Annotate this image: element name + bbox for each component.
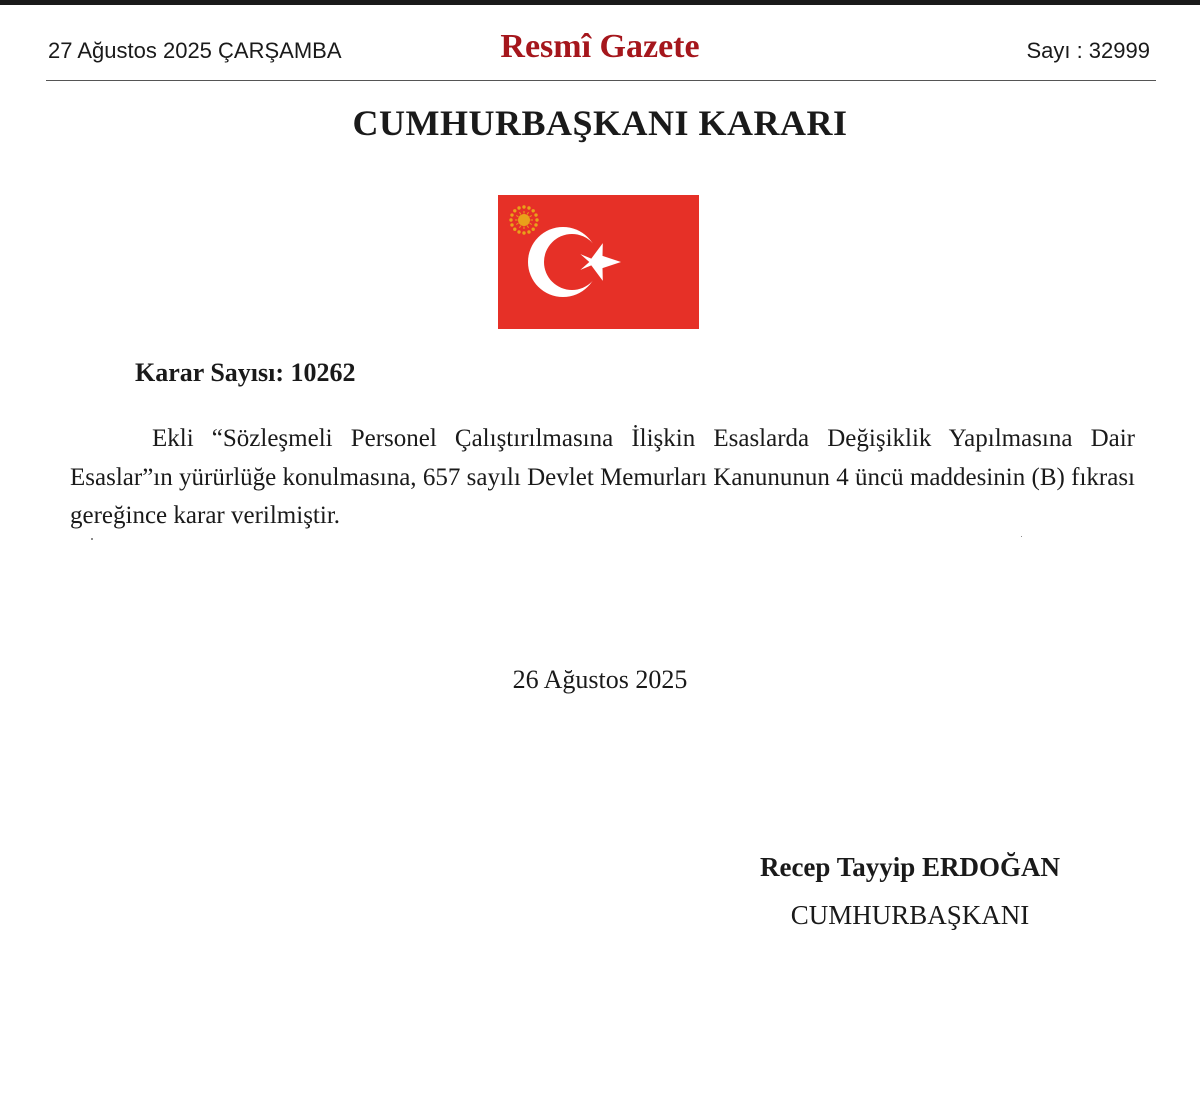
issue-number: Sayı : 32999	[1026, 38, 1150, 63]
gazette-masthead: Resmî Gazete	[500, 28, 700, 65]
seal-star-icon	[513, 227, 516, 230]
seal-star-icon	[534, 223, 537, 226]
seal-star-icon	[527, 206, 530, 209]
seal-star-icon	[522, 231, 525, 234]
decision-body: Ekli “Sözleşmeli Personel Çalıştırılmasına İlişkin Esaslarda Değişiklik Yapılmasına Dair Esaslar”ın yürürlüğe konulmasına, 657 sayılı Devlet Memurları Kanununun 4 üncü maddesinin (B) fıkrası gereğince karar verilmiştir.	[70, 425, 1135, 529]
decision-number: Karar Sayısı: 10262	[135, 358, 356, 387]
signing-date: 26 Ağustos 2025	[512, 665, 688, 694]
seal-star-icon	[510, 223, 513, 226]
signer-name: Recep Tayyip ERDOĞAN	[759, 852, 1061, 882]
scan-artifact	[1021, 536, 1022, 537]
seal-star-icon	[527, 230, 530, 233]
scan-artifact	[91, 538, 93, 540]
seal-star-icon	[517, 230, 520, 233]
seal-star-icon	[522, 205, 525, 208]
publication-date: 27 Ağustos 2025 ÇARŞAMBA	[48, 38, 342, 63]
document-title: CUMHURBAŞKANI KARARI	[352, 103, 848, 143]
signer-title: CUMHURBAŞKANI	[790, 900, 1030, 930]
seal-star-icon	[531, 209, 534, 212]
seal-star-icon	[534, 213, 537, 216]
seal-star-icon	[510, 213, 513, 216]
presidential-flag-icon	[498, 195, 699, 329]
seal-star-icon	[513, 209, 516, 212]
seal-star-icon	[531, 227, 534, 230]
seal-star-icon	[509, 218, 512, 221]
header-divider	[46, 80, 1156, 81]
seal-star-icon	[535, 218, 538, 221]
seal-star-icon	[517, 206, 520, 209]
top-border	[0, 0, 1200, 5]
